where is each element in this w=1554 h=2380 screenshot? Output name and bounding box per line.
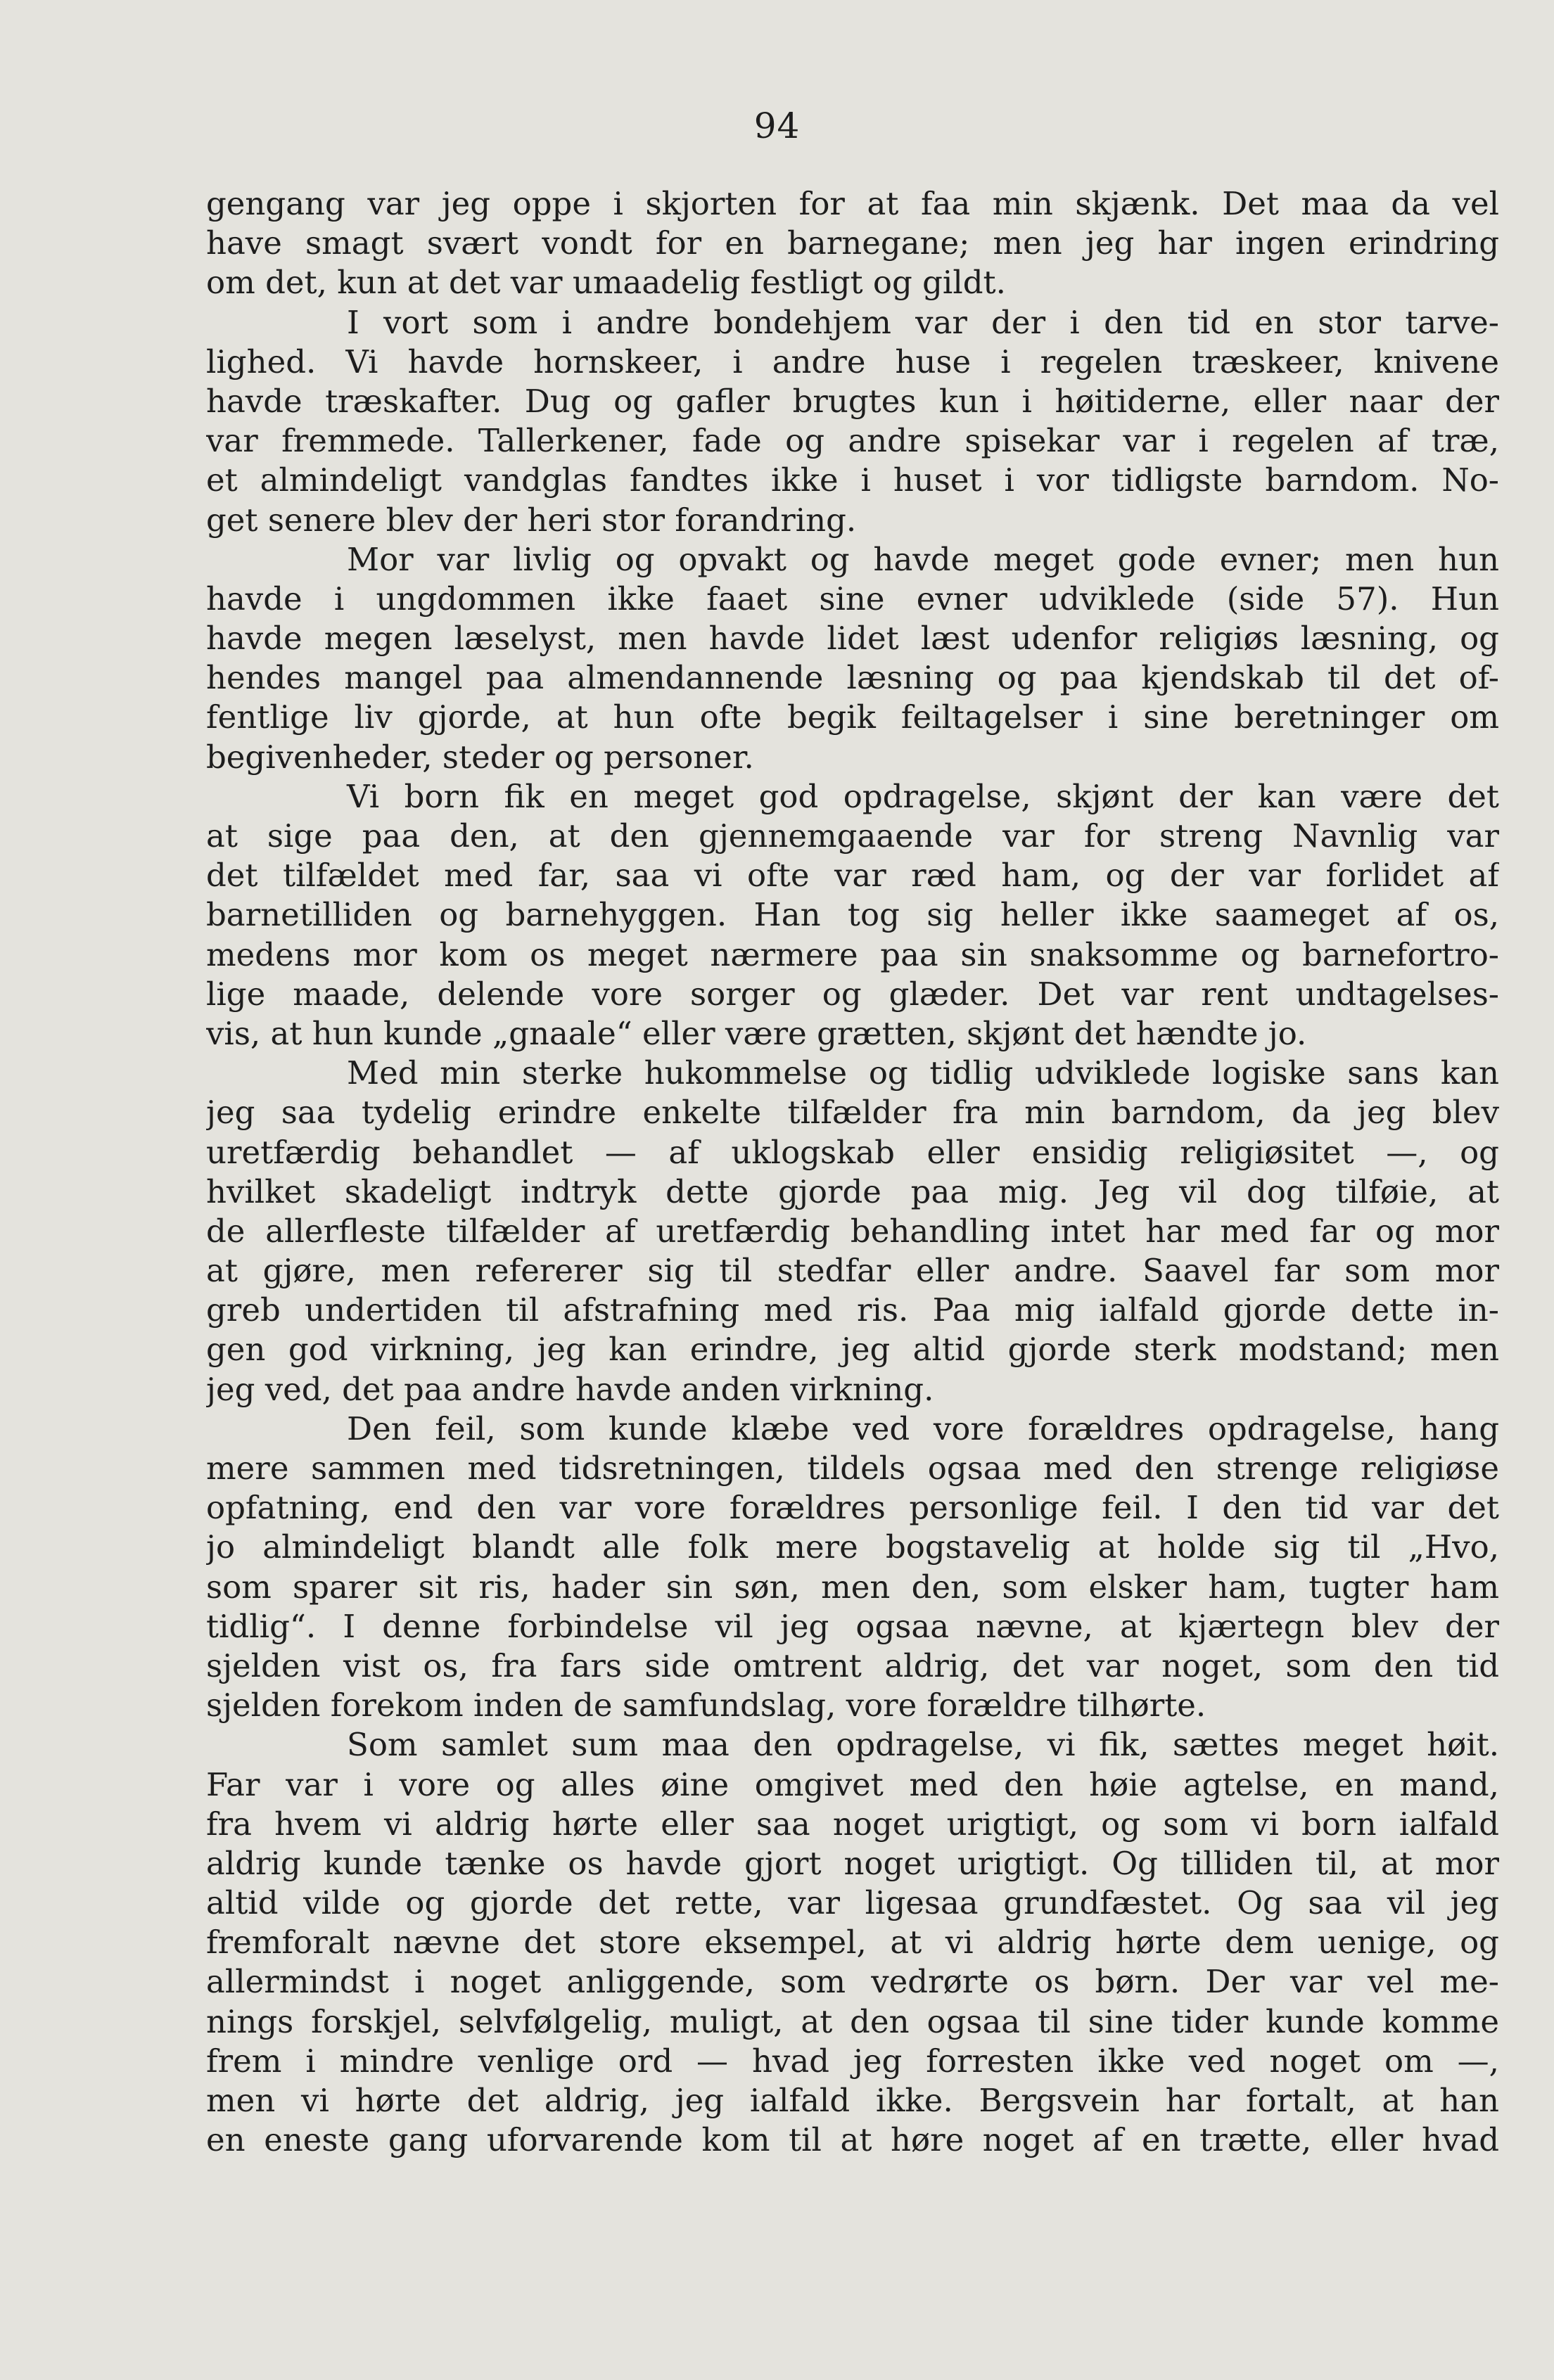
text-line: det tilfældet med far, saa vi ofte var ræd ham, og der var forlidet af bbox=[206, 857, 1499, 895]
text-line: hvilket skadeligt indtryk dette gjorde paa mig. Jeg vil dog tilføie, at bbox=[206, 1172, 1499, 1210]
text-line: en eneste gang uforvarende kom til at høre noget af en trætte, eller hvad bbox=[206, 2121, 1499, 2159]
text-line: gen god virkning, jeg kan erindre, jeg altid gjorde sterk modstand; men bbox=[206, 1331, 1499, 1369]
text-line: at sige paa den, at den gjennemgaaende var for streng Navnlig var bbox=[206, 817, 1499, 855]
text-line: tidlig“. I denne forbindelse vil jeg ogsaa nævne, at kjærtegn blev der bbox=[206, 1607, 1499, 1645]
text-line: de allerfleste tilfælder af uretfærdig behandling intet har med far og mor bbox=[206, 1212, 1499, 1250]
text-line: om det, kun at det var umaadelig festligt og gildt. bbox=[206, 264, 1006, 302]
text-line: aldrig kunde tænke os havde gjort noget urigtigt. Og tilliden til, at mor bbox=[206, 1844, 1499, 1882]
text-line: Med min sterke hukommelse og tidlig udviklede logiske sans kan bbox=[347, 1054, 1499, 1092]
text-line: gengang var jeg oppe i skjorten for at faa min skjænk. Det maa da vel bbox=[206, 185, 1499, 222]
text-line: begivenheder, steder og personer. bbox=[206, 738, 754, 776]
text-line: medens mor kom os meget nærmere paa sin snaksomme og barnefortro- bbox=[206, 935, 1499, 973]
text-line: frem i mindre venlige ord — hvad jeg forresten ikke ved noget om —, bbox=[206, 2042, 1499, 2080]
text-line: fremforalt nævne det store eksempel, at vi aldrig hørte dem uenige, og bbox=[206, 1924, 1499, 1962]
text-line: at gjøre, men refererer sig til stedfar eller andre. Saavel far som mor bbox=[206, 1252, 1499, 1290]
text-line: Mor var livlig og opvakt og havde meget gode evner; men hun bbox=[347, 540, 1499, 578]
text-line: fra hvem vi aldrig hørte eller saa noget urigtigt, og som vi born ialfald bbox=[206, 1805, 1499, 1843]
text-line: som sparer sit ris, hader sin søn, men den, som elsker ham, tugter ham bbox=[206, 1568, 1499, 1606]
page-number: 94 bbox=[753, 105, 801, 146]
text-line: Vi born fik en meget god opdragelse, skjønt der kan være det bbox=[347, 777, 1499, 815]
text-line: havde megen læselyst, men havde lidet læst udenfor religiøs læsning, og bbox=[206, 620, 1499, 658]
text-line: allermindst i noget anliggende, som vedrørte os børn. Der var vel me- bbox=[206, 1963, 1499, 2001]
text-line: mere sammen med tidsretningen, tildels ogsaa med den strenge religiøse bbox=[206, 1450, 1499, 1487]
text-line: vis, at hun kunde „gnaale“ eller være grætten, skjønt det hændte jo. bbox=[206, 1014, 1307, 1052]
text-line: opfatning, end den var vore forældres personlige feil. I den tid var det bbox=[206, 1489, 1499, 1527]
text-line: jeg saa tydelig erindre enkelte tilfælder fra min barndom, da jeg blev bbox=[206, 1094, 1499, 1132]
text-line: sjelden vist os, fra fars side omtrent aldrig, det var noget, som den tid bbox=[206, 1646, 1499, 1684]
text-line: I vort som i andre bondehjem var der i den tid en stor tarve- bbox=[347, 303, 1499, 341]
text-line: var fremmede. Tallerkener, fade og andre spisekar var i regelen af træ, bbox=[206, 422, 1499, 460]
text-line: fentlige liv gjorde, at hun ofte begik feiltagelser i sine beretninger om bbox=[206, 698, 1499, 736]
text-line: et almindeligt vandglas fandtes ikke i huset i vor tidligste barndom. No- bbox=[206, 461, 1499, 499]
text-line: men vi hørte det aldrig, jeg ialfald ikke. Bergsvein har fortalt, at han bbox=[206, 2082, 1499, 2119]
text-line: jeg ved, det paa andre havde anden virkning. bbox=[206, 1370, 934, 1408]
text-line: nings forskjel, selvfølgelig, muligt, at den ogsaa til sine tider kunde komme bbox=[206, 2002, 1499, 2040]
text-line: get senere blev der heri stor forandring. bbox=[206, 501, 857, 539]
text-line: uretfærdig behandlet — af uklogskab eller ensidig religiøsitet —, og bbox=[206, 1133, 1499, 1171]
text-line: hendes mangel paa almendannende læsning og paa kjendskab til det of- bbox=[206, 659, 1499, 697]
text-line: greb undertiden til afstrafning med ris. Paa mig ialfald gjorde dette in- bbox=[206, 1291, 1499, 1329]
text-line: lighed. Vi havde hornskeer, i andre huse i regelen træskeer, knivene bbox=[206, 343, 1499, 380]
text-line: Den feil, som kunde klæbe ved vore forældres opdragelse, hang bbox=[347, 1409, 1499, 1447]
text-line: Far var i vore og alles øine omgivet med den høie agtelse, en mand, bbox=[206, 1765, 1499, 1803]
text-line: jo almindeligt blandt alle folk mere bogstavelig at holde sig til „Hvo, bbox=[206, 1528, 1499, 1566]
page-text bbox=[206, 184, 1499, 2160]
text-line: sjelden forekom inden de samfundslag, vore forældre tilhørte. bbox=[206, 1687, 1206, 1725]
text-line: barnetilliden og barnehyggen. Han tog sig heller ikke saameget af os, bbox=[206, 896, 1499, 934]
text-line: havde træskafter. Dug og gafler brugtes kun i høitiderne, eller naar der bbox=[206, 382, 1499, 420]
text-line: have smagt svært vondt for en barnegane; men jeg har ingen erindring bbox=[206, 224, 1499, 262]
text-line: Som samlet sum maa den opdragelse, vi fik, sættes meget høit. bbox=[347, 1726, 1499, 1764]
text-line: altid vilde og gjorde det rette, var ligesaa grundfæstet. Og saa vil jeg bbox=[206, 1884, 1499, 1922]
text-line: havde i ungdommen ikke faaet sine evner udviklede (side 57). Hun bbox=[206, 580, 1499, 618]
text-line: lige maade, delende vore sorger og glæder. Det var rent undtagelses- bbox=[206, 975, 1499, 1013]
